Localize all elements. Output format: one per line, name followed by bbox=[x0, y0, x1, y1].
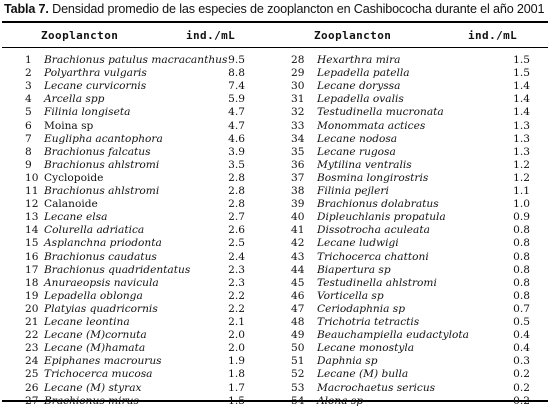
density-value: 0.8 bbox=[513, 224, 530, 237]
row-number: 53 bbox=[291, 381, 305, 394]
table-row bbox=[2, 264, 548, 277]
density-value: 2.3 bbox=[228, 263, 245, 276]
density-value: 1.5 bbox=[513, 67, 530, 80]
table-row bbox=[2, 277, 548, 290]
row-number: 51 bbox=[291, 355, 305, 368]
density-value: 3.9 bbox=[228, 145, 245, 158]
species-name: Filinia pejleri bbox=[317, 185, 389, 197]
density-value: 0.9 bbox=[513, 211, 530, 224]
top-rule bbox=[2, 21, 548, 23]
density-value: 0.8 bbox=[513, 289, 530, 302]
table-row bbox=[2, 251, 548, 264]
species-name: Brachionus patulus macracanthus bbox=[44, 54, 228, 66]
density-value: 0.8 bbox=[513, 263, 530, 276]
table-row bbox=[2, 224, 548, 237]
density-value: 0.2 bbox=[513, 381, 530, 394]
table-row bbox=[2, 198, 548, 211]
species-name: Alona sp bbox=[317, 394, 364, 407]
density-value: 1.0 bbox=[513, 198, 530, 211]
table-row bbox=[2, 146, 548, 159]
density-value: 2.5 bbox=[228, 237, 245, 250]
header-rule bbox=[2, 47, 548, 48]
density-value: 1.3 bbox=[513, 119, 530, 132]
row-number: 1 bbox=[25, 54, 32, 66]
species-name: Lepadella ovalis bbox=[317, 93, 404, 106]
density-value: 2.0 bbox=[228, 329, 245, 342]
row-number: 33 bbox=[291, 119, 305, 132]
row-number: 24 bbox=[25, 355, 39, 368]
species-name: Brachionus ahlstromi bbox=[44, 158, 160, 171]
density-value: 1.1 bbox=[513, 185, 530, 197]
density-value: 9.5 bbox=[228, 54, 245, 66]
species-name: Testudinella mucronata bbox=[317, 106, 444, 119]
row-number: 4 bbox=[25, 93, 32, 106]
density-value: 0.7 bbox=[513, 302, 530, 315]
density-value: 1.3 bbox=[513, 145, 530, 158]
species-name: Trichocerca mucosa bbox=[44, 368, 153, 381]
species-name: Mytilina ventralis bbox=[317, 158, 412, 171]
row-number: 7 bbox=[25, 132, 32, 145]
density-value: 2.0 bbox=[228, 342, 245, 355]
density-value: 2.6 bbox=[228, 224, 245, 237]
table-row bbox=[2, 290, 548, 303]
species-name: Asplanchna priodonta bbox=[44, 237, 162, 250]
density-value: 1.2 bbox=[513, 171, 530, 184]
row-number: 48 bbox=[291, 316, 305, 328]
species-name: Anuraeopsis navicula bbox=[44, 276, 159, 289]
row-number: 2 bbox=[25, 67, 32, 80]
species-name: Trichocerca chattoni bbox=[317, 250, 429, 263]
column-header-value-right: ind./mL bbox=[468, 29, 518, 42]
row-number: 14 bbox=[25, 224, 39, 237]
species-name: Brachionus dolabratus bbox=[317, 198, 439, 211]
density-value: 2.8 bbox=[228, 185, 245, 197]
species-name: Colurella adriatica bbox=[44, 224, 145, 237]
column-header-species-right: Zooplancton bbox=[314, 29, 392, 42]
row-number: 42 bbox=[291, 237, 305, 250]
row-number: 15 bbox=[25, 237, 39, 250]
density-value: 1.9 bbox=[228, 355, 245, 368]
row-number: 34 bbox=[291, 132, 305, 145]
density-value: 1.3 bbox=[513, 132, 530, 145]
species-name: Lecane doryssa bbox=[317, 80, 401, 93]
table-row bbox=[2, 172, 548, 185]
row-number: 9 bbox=[25, 158, 32, 171]
species-name: Daphnia sp bbox=[317, 355, 378, 368]
density-value: 2.4 bbox=[228, 250, 245, 263]
species-name: Trichotria tetractis bbox=[317, 316, 420, 328]
species-name: Polyarthra vulgaris bbox=[44, 67, 147, 80]
density-value: 2.3 bbox=[228, 276, 245, 289]
table-row bbox=[2, 382, 548, 395]
species-name: Brachionus caudatus bbox=[44, 250, 157, 263]
density-value: 3.5 bbox=[228, 158, 245, 171]
row-number: 50 bbox=[291, 342, 305, 355]
table-row bbox=[2, 159, 548, 172]
row-number: 16 bbox=[25, 250, 39, 263]
species-name: Platyias quadricornis bbox=[44, 302, 158, 315]
species-name: Lecane monostyla bbox=[317, 342, 415, 355]
table-row bbox=[2, 106, 548, 119]
density-value: 4.7 bbox=[228, 106, 245, 119]
density-value: 1.2 bbox=[513, 158, 530, 171]
table-row bbox=[2, 93, 548, 106]
row-number: 11 bbox=[25, 185, 39, 197]
density-value: 1.5 bbox=[228, 394, 245, 407]
row-number: 6 bbox=[25, 119, 32, 132]
row-number: 39 bbox=[291, 198, 305, 211]
species-name: Lecane curvicornis bbox=[44, 80, 147, 93]
species-name: Beauchampiella eudactylota bbox=[317, 329, 469, 342]
row-number: 20 bbox=[25, 302, 39, 315]
row-number: 52 bbox=[291, 368, 305, 381]
species-name: Hexarthra mira bbox=[317, 54, 401, 66]
density-value: 2.8 bbox=[228, 198, 245, 211]
table-caption-label: Tabla 7. bbox=[4, 2, 49, 16]
table-caption bbox=[4, 2, 550, 16]
row-number: 40 bbox=[291, 211, 305, 224]
table-row bbox=[2, 67, 548, 80]
species-name: Bosmina longirostris bbox=[317, 171, 429, 184]
species-name: Brachionus ahlstromi bbox=[44, 185, 160, 197]
density-value: 0.3 bbox=[513, 355, 530, 368]
row-number: 38 bbox=[291, 185, 305, 197]
row-number: 27 bbox=[25, 394, 39, 407]
column-header-value-left: ind./mL bbox=[186, 29, 236, 42]
row-number: 47 bbox=[291, 302, 305, 315]
row-number: 32 bbox=[291, 106, 305, 119]
table-row bbox=[2, 342, 548, 355]
density-value: 4.6 bbox=[228, 132, 245, 145]
species-name: Lepadella patella bbox=[317, 67, 410, 80]
density-value: 4.7 bbox=[228, 119, 245, 132]
row-number: 25 bbox=[25, 368, 39, 381]
row-number: 28 bbox=[291, 54, 305, 66]
row-number: 54 bbox=[291, 394, 305, 407]
density-value: 0.8 bbox=[513, 276, 530, 289]
species-name: Cyclopoide bbox=[44, 171, 104, 184]
table-row bbox=[2, 54, 548, 67]
row-number: 21 bbox=[25, 316, 39, 328]
species-name: Monommata actices bbox=[317, 119, 426, 132]
density-value: 1.4 bbox=[513, 80, 530, 93]
table-row bbox=[2, 133, 548, 146]
density-value: 5.9 bbox=[228, 93, 245, 106]
table-row bbox=[2, 237, 548, 250]
species-name: Ceriodaphnia sp bbox=[317, 302, 406, 315]
density-value: 0.2 bbox=[513, 394, 530, 407]
row-number: 44 bbox=[291, 263, 305, 276]
species-name: Lecane rugosa bbox=[317, 145, 396, 158]
row-number: 37 bbox=[291, 171, 305, 184]
density-value: 0.4 bbox=[513, 342, 530, 355]
species-name: Arcella spp bbox=[44, 93, 105, 106]
row-number: 29 bbox=[291, 67, 305, 80]
species-name: Brachionus quadridentatus bbox=[44, 263, 191, 276]
table-row bbox=[2, 185, 548, 198]
species-name: Filinia longiseta bbox=[44, 106, 131, 119]
species-name: Macrochaetus sericus bbox=[317, 381, 436, 394]
density-value: 0.8 bbox=[513, 250, 530, 263]
species-name: Lecane (M)hamata bbox=[44, 342, 146, 355]
table-caption-text: Densidad promedio de las especies de zooplancton en Cashibococha durante el año 2001 bbox=[52, 2, 545, 16]
row-number: 5 bbox=[25, 106, 32, 119]
row-number: 3 bbox=[25, 80, 32, 93]
table-row bbox=[2, 303, 548, 316]
density-value: 2.7 bbox=[228, 211, 245, 224]
table-row bbox=[2, 211, 548, 224]
row-number: 43 bbox=[291, 250, 305, 263]
row-number: 23 bbox=[25, 342, 39, 355]
row-number: 19 bbox=[25, 289, 39, 302]
density-value: 7.4 bbox=[228, 80, 245, 93]
row-number: 18 bbox=[25, 276, 39, 289]
density-value: 0.8 bbox=[513, 237, 530, 250]
row-number: 17 bbox=[25, 263, 39, 276]
column-header-species-left: Zooplancton bbox=[41, 29, 119, 42]
density-value: 0.4 bbox=[513, 329, 530, 342]
row-number: 41 bbox=[291, 224, 305, 237]
row-number: 12 bbox=[25, 198, 39, 211]
row-number: 8 bbox=[25, 145, 32, 158]
species-name: Vorticella sp bbox=[317, 289, 384, 302]
table-row bbox=[2, 395, 548, 408]
row-number: 30 bbox=[291, 80, 305, 93]
density-value: 0.5 bbox=[513, 316, 530, 328]
table-row bbox=[2, 80, 548, 93]
density-value: 1.5 bbox=[513, 54, 530, 66]
row-number: 10 bbox=[25, 171, 39, 184]
species-name: Biapertura sp bbox=[317, 263, 391, 276]
density-value: 0.2 bbox=[513, 368, 530, 381]
species-name: Lecane leontina bbox=[44, 316, 130, 328]
density-value: 1.4 bbox=[513, 106, 530, 119]
species-name: Testudinella ahlstromi bbox=[317, 276, 437, 289]
row-number: 49 bbox=[291, 329, 305, 342]
species-name: Brachionus mirus bbox=[44, 394, 139, 407]
row-number: 26 bbox=[25, 381, 39, 394]
row-number: 46 bbox=[291, 289, 305, 302]
row-number: 35 bbox=[291, 145, 305, 158]
row-number: 36 bbox=[291, 158, 305, 171]
species-name: Lecane elsa bbox=[44, 211, 108, 224]
species-name: Moina sp bbox=[44, 119, 94, 132]
density-value: 8.8 bbox=[228, 67, 245, 80]
table-row bbox=[2, 368, 548, 381]
species-name: Lepadella oblonga bbox=[44, 289, 143, 302]
table-row bbox=[2, 329, 548, 342]
table-row bbox=[2, 316, 548, 329]
species-name: Lecane (M) styrax bbox=[44, 381, 142, 394]
species-name: Lecane nodosa bbox=[317, 132, 398, 145]
density-value: 1.4 bbox=[513, 93, 530, 106]
table-row bbox=[2, 120, 548, 133]
species-name: Dissotrocha aculeata bbox=[317, 224, 430, 237]
row-number: 45 bbox=[291, 276, 305, 289]
species-name: Lecane (M) bulla bbox=[317, 368, 409, 381]
table-row bbox=[2, 355, 548, 368]
density-value: 1.7 bbox=[228, 381, 245, 394]
species-name: Euglipha acantophora bbox=[44, 132, 163, 145]
row-number: 22 bbox=[25, 329, 39, 342]
species-name: Epiphanes macrourus bbox=[44, 355, 162, 368]
density-value: 2.2 bbox=[228, 302, 245, 315]
species-name: Lecane (M)cornuta bbox=[44, 329, 147, 342]
row-number: 31 bbox=[291, 93, 305, 106]
species-name: Calanoide bbox=[44, 198, 98, 211]
species-name: Brachionus falcatus bbox=[44, 145, 151, 158]
species-name: Lecane ludwigi bbox=[317, 237, 399, 250]
species-name: Dipleuchlanis propatula bbox=[317, 211, 446, 224]
density-value: 1.8 bbox=[228, 368, 245, 381]
density-value: 2.2 bbox=[228, 289, 245, 302]
row-number: 13 bbox=[25, 211, 39, 224]
density-value: 2.1 bbox=[228, 316, 245, 328]
density-value: 2.8 bbox=[228, 171, 245, 184]
